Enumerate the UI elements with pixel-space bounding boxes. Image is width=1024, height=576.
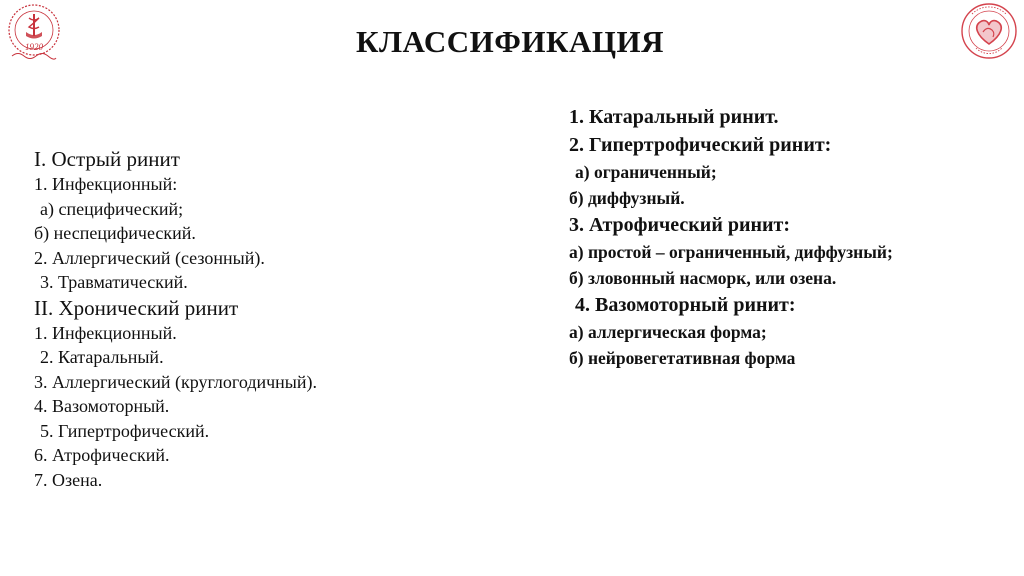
list-item: б) зловонный насморк, или озена. xyxy=(569,268,837,288)
list-item: б) нейровегетативная форма xyxy=(569,348,796,368)
classification-by-course xyxy=(34,146,454,492)
list-heading: 3. Атрофический ринит: xyxy=(569,214,791,236)
list-heading: 2. Гипертрофический ринит: xyxy=(569,134,832,156)
list-item: 1. Инфекционный. xyxy=(34,322,177,343)
list-heading: 1. Катаральный ринит. xyxy=(569,106,779,128)
university-logo xyxy=(2,2,66,62)
classification-chronic-forms xyxy=(569,103,1009,371)
list-item: а) аллергическая форма; xyxy=(569,322,767,342)
list-item: 1. Инфекционный: xyxy=(34,174,178,194)
list-item: 2. Катаральный. xyxy=(40,347,164,367)
list-item: 3. Аллергический (круглогодичный). xyxy=(34,371,318,392)
slide-title: КЛАССИФИКАЦИЯ xyxy=(355,24,665,59)
list-item: 4. Вазомоторный. xyxy=(34,396,170,416)
list-item: 3. Травматический. xyxy=(40,272,188,292)
svg-text:1920: 1920 xyxy=(25,42,43,52)
list-item: а) специфический; xyxy=(40,198,184,219)
list-item: а) простой – ограниченный, диффузный; xyxy=(569,242,893,262)
list-heading: II. Хронический ринит xyxy=(34,295,239,320)
hospital-logo xyxy=(960,2,1018,60)
list-item: 7. Озена. xyxy=(34,469,103,490)
list-heading: 4. Вазомоторный ринит: xyxy=(575,294,796,316)
heart-emblem-icon xyxy=(960,2,1018,60)
list-item: б) неспецифический. xyxy=(34,223,196,243)
list-heading: I. Острый ринит xyxy=(34,147,180,171)
list-item: а) ограниченный; xyxy=(575,162,717,182)
list-item: б) диффузный. xyxy=(569,188,685,208)
list-item: 6. Атрофический. xyxy=(34,445,170,465)
list-item: 2. Аллергический (сезонный). xyxy=(34,247,265,268)
university-seal-icon xyxy=(2,2,66,62)
list-item: 5. Гипертрофический. xyxy=(40,420,210,441)
